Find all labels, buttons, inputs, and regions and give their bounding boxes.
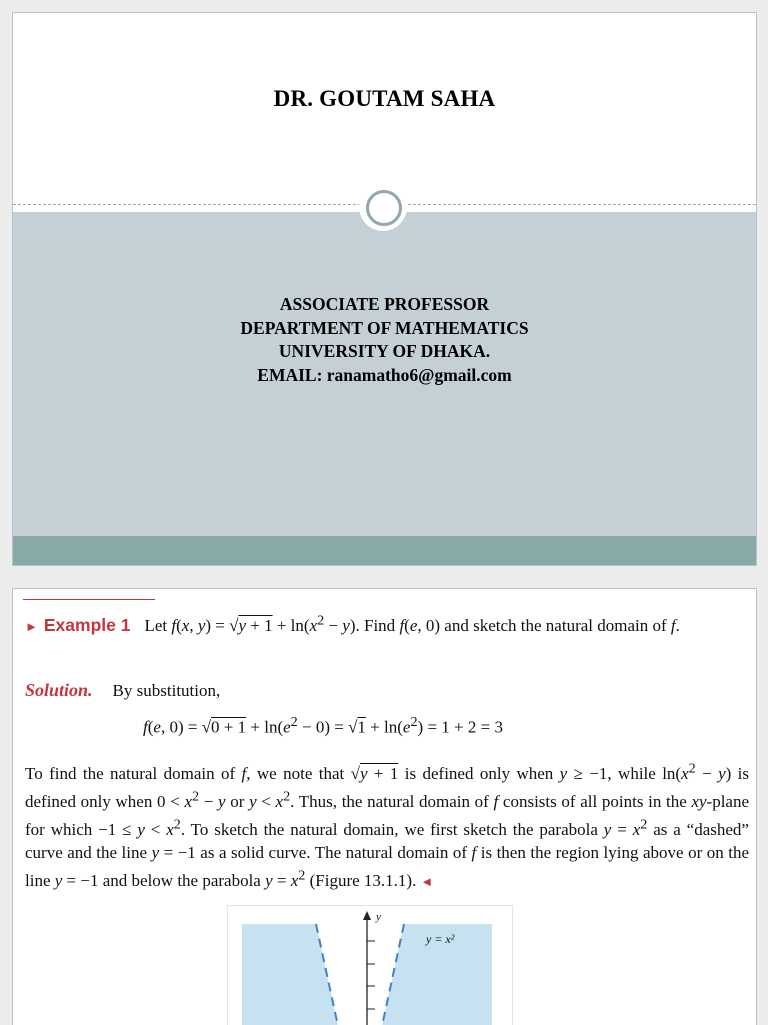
solution-label: Solution. [25, 680, 93, 700]
triangle-left-icon: ◄ [420, 874, 434, 889]
domain-figure-svg [228, 906, 512, 1025]
example-label: ► Example 1 [25, 614, 131, 635]
circle-ornament-icon [366, 190, 402, 226]
parabola-label: y = x² [426, 932, 455, 946]
solution-intro: By substitution, [112, 681, 221, 700]
example-slide [12, 588, 757, 1025]
footer-bar [13, 536, 756, 565]
example-top-rule [23, 599, 155, 600]
email-line: EMAIL: ranamatho6@gmail.com [257, 364, 512, 385]
title-slide [12, 12, 757, 566]
triangle-right-icon: ► [25, 618, 38, 634]
position-line: ASSOCIATE PROFESSOR [279, 294, 490, 314]
solution-line [25, 680, 220, 701]
solution-equation: f(e, $0) = √0 + 1 + \ln(e^2 - 0) = √1 + \ln(e^2) = 1 + 2 = 3$ [143, 714, 503, 737]
y-axis-arrow-icon [363, 911, 371, 920]
example-text: Let f(x, $y) = √y + 1 + \ln(x^2 - y)$. Find f(e, 0) and sketch the natural domain of f. [144, 612, 680, 635]
domain-paragraph-text: To find the natural domain of f, we note that √y + 1 is defined only when y ≥ −1, while $\ln(x^2 - y)$ is defined only when $0 < x^2 - y$ or $y < x^2$. Thus, the natural domain of f consists of all points in the xy-plane for which $-1 \le y < x^2$. To sketch the natural domain, we first sketch the parabola $y = x^2$ as a “dashed” curve and the line y = −1 as a solid curve. The natural domain of f is then the region lying above or on the line y = −1 and below the parabola $y = x^2$ (Figure 13.1.1). [25, 760, 750, 890]
author-info [13, 293, 756, 387]
university-line: UNIVERSITY OF DHAKA. [278, 341, 491, 361]
example-statement [25, 609, 749, 638]
y-axis-label: y [376, 911, 381, 923]
department-line: DEPARTMENT OF MATHEMATICS [240, 317, 529, 338]
domain-paragraph [25, 757, 749, 894]
slide-title: DR. GOUTAM SAHA [273, 86, 496, 111]
domain-figure [227, 905, 513, 1025]
